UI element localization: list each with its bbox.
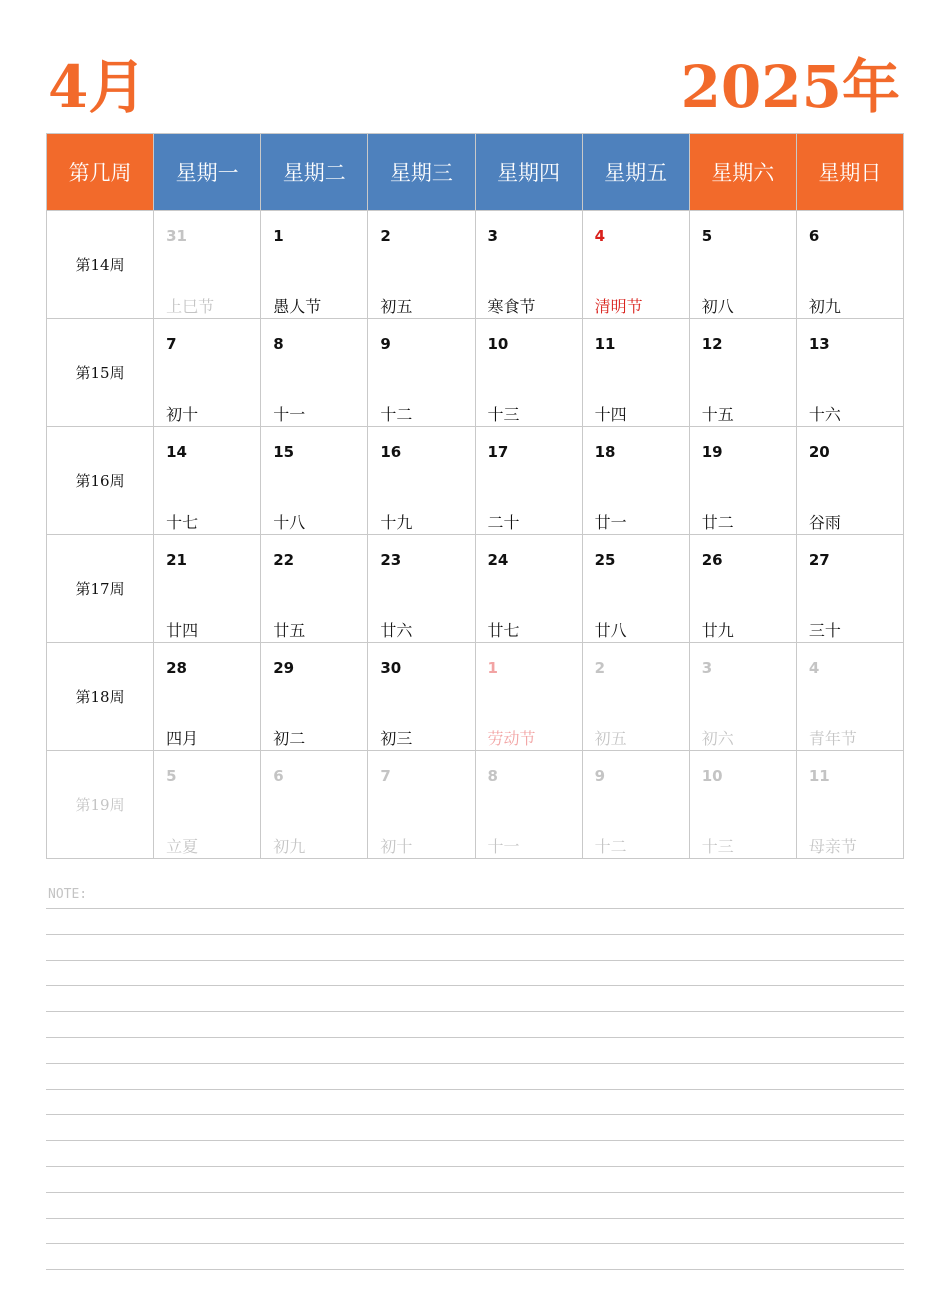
note-line (46, 1063, 904, 1064)
lunar-date: 初十 (166, 405, 199, 424)
day-cell[interactable] (582, 535, 689, 643)
header-week-number: 第几周 (47, 134, 154, 211)
lunar-date: 初八 (701, 297, 734, 316)
day-number: 19 (701, 443, 723, 461)
day-cell[interactable] (154, 751, 261, 859)
day-number: 15 (273, 443, 295, 461)
lunar-date: 十二 (380, 405, 413, 424)
note-line (46, 1089, 904, 1090)
day-number: 8 (487, 767, 498, 785)
header-weekday: 星期六 (689, 134, 796, 211)
day-cell[interactable] (689, 643, 796, 751)
year-title: 2025年 (680, 53, 900, 121)
lunar-date: 廿二 (701, 513, 734, 532)
day-cell[interactable] (261, 427, 368, 535)
day-cell[interactable] (261, 751, 368, 859)
lunar-date: 初五 (380, 297, 413, 316)
lunar-date: 十四 (594, 405, 627, 424)
lunar-date: 愚人节 (273, 297, 322, 316)
lunar-date: 廿五 (273, 621, 306, 640)
day-number: 25 (594, 551, 616, 569)
lunar-date: 十六 (808, 405, 841, 424)
day-cell[interactable] (368, 535, 475, 643)
lunar-date: 廿一 (594, 513, 627, 532)
lunar-date: 十九 (380, 513, 413, 532)
lunar-date: 上巳节 (166, 297, 215, 316)
day-cell[interactable] (796, 427, 903, 535)
week-number: 第15周 (47, 319, 154, 427)
day-number: 6 (808, 227, 820, 245)
day-number: 11 (808, 767, 830, 785)
day-cell[interactable] (689, 319, 796, 427)
day-cell[interactable] (154, 427, 261, 535)
day-number: 10 (701, 767, 723, 785)
day-cell[interactable] (475, 319, 582, 427)
month-title: 4月 (48, 53, 147, 121)
day-number: 27 (808, 551, 830, 569)
day-cell[interactable] (261, 643, 368, 751)
note-line (46, 1140, 904, 1141)
day-cell[interactable] (368, 211, 475, 319)
note-line (46, 1269, 904, 1270)
day-number: 13 (808, 335, 830, 353)
day-cell[interactable] (582, 427, 689, 535)
lunar-date: 廿六 (380, 621, 413, 640)
day-number: 28 (166, 659, 187, 677)
note-line (46, 1218, 904, 1219)
day-number: 10 (487, 335, 509, 353)
day-cell[interactable] (475, 535, 582, 643)
day-cell[interactable] (689, 751, 796, 859)
day-cell[interactable] (368, 643, 475, 751)
day-cell[interactable] (154, 643, 261, 751)
day-number: 4 (594, 227, 606, 245)
day-cell[interactable] (368, 427, 475, 535)
day-number: 23 (380, 551, 402, 569)
calendar-body (47, 211, 904, 859)
lunar-date: 十五 (701, 405, 734, 424)
day-number: 6 (273, 767, 284, 785)
header-weekday: 星期二 (261, 134, 368, 211)
header-weekday: 星期五 (582, 134, 689, 211)
note-line (46, 985, 904, 986)
day-number: 29 (273, 659, 295, 677)
week-row (47, 319, 904, 427)
week-row (47, 535, 904, 643)
lunar-date: 立夏 (166, 837, 199, 856)
week-number: 第19周 (47, 751, 154, 859)
day-cell[interactable] (261, 535, 368, 643)
day-number: 16 (380, 443, 402, 461)
day-number: 24 (487, 551, 509, 569)
lunar-date: 廿七 (487, 621, 520, 640)
lunar-date: 初九 (273, 837, 306, 856)
day-cell[interactable] (368, 751, 475, 859)
lunar-date: 十八 (273, 513, 306, 532)
day-number: 3 (487, 227, 498, 245)
note-line (46, 908, 904, 909)
day-cell[interactable] (475, 643, 582, 751)
day-cell[interactable] (689, 535, 796, 643)
day-cell[interactable] (261, 319, 368, 427)
day-number: 9 (380, 335, 391, 353)
day-cell[interactable] (796, 535, 903, 643)
week-row (47, 643, 904, 751)
day-number: 4 (808, 659, 820, 677)
note-line (46, 1243, 904, 1244)
week-row (47, 751, 904, 859)
day-cell[interactable] (796, 751, 903, 859)
day-number: 11 (594, 335, 616, 353)
note-line (46, 1011, 904, 1012)
day-cell[interactable] (689, 427, 796, 535)
header-weekday: 星期一 (154, 134, 261, 211)
lunar-date: 十三 (487, 405, 520, 424)
day-number: 9 (594, 767, 606, 785)
header-weekday: 星期日 (796, 134, 903, 211)
day-cell[interactable] (368, 319, 475, 427)
day-number: 30 (380, 659, 402, 677)
note-line (46, 934, 904, 935)
day-number: 26 (701, 551, 723, 569)
day-cell[interactable] (582, 319, 689, 427)
header-weekday: 星期四 (475, 134, 582, 211)
calendar-grid (46, 133, 904, 859)
lunar-date: 母亲节 (808, 837, 857, 856)
day-cell[interactable] (582, 643, 689, 751)
lunar-date: 十三 (701, 837, 734, 856)
lunar-date: 三十 (808, 621, 841, 640)
lunar-date: 十一 (487, 837, 520, 856)
lunar-date: 十七 (166, 513, 199, 532)
week-number: 第17周 (47, 535, 154, 643)
day-cell[interactable] (796, 643, 903, 751)
day-number: 22 (273, 551, 295, 569)
lunar-date: 十二 (594, 837, 627, 856)
day-number: 3 (701, 659, 713, 677)
day-number: 1 (487, 659, 498, 677)
day-number: 17 (487, 443, 509, 461)
day-cell[interactable] (154, 535, 261, 643)
lunar-date: 初五 (594, 729, 627, 748)
day-cell[interactable] (154, 211, 261, 319)
note-line (46, 1037, 904, 1038)
lunar-date: 青年节 (808, 729, 857, 748)
note-line (46, 1192, 904, 1193)
week-number: 第16周 (47, 427, 154, 535)
lunar-date: 初三 (380, 729, 413, 748)
week-number: 第14周 (47, 211, 154, 319)
day-number: 5 (701, 227, 713, 245)
day-number: 2 (380, 227, 391, 245)
day-cell[interactable] (796, 319, 903, 427)
note-line (46, 960, 904, 961)
day-number: 14 (166, 443, 187, 461)
note-line (46, 1166, 904, 1167)
lunar-date: 廿八 (594, 621, 627, 640)
lunar-date: 初六 (701, 729, 734, 748)
day-number: 18 (594, 443, 616, 461)
day-cell[interactable] (796, 211, 903, 319)
lunar-date: 十一 (273, 405, 306, 424)
lunar-date: 寒食节 (487, 297, 536, 316)
day-cell[interactable] (475, 751, 582, 859)
day-number: 31 (166, 227, 187, 245)
day-number: 21 (166, 551, 187, 569)
day-number: 2 (594, 659, 606, 677)
day-number: 20 (808, 443, 830, 461)
day-cell[interactable] (261, 211, 368, 319)
note-label: NOTE: (48, 887, 88, 902)
week-row (47, 427, 904, 535)
day-number: 7 (380, 767, 391, 785)
day-number: 12 (701, 335, 723, 353)
lunar-date: 初九 (808, 297, 841, 316)
day-cell[interactable] (475, 211, 582, 319)
lunar-date: 二十 (487, 513, 520, 532)
day-number: 5 (166, 767, 177, 785)
day-number: 7 (166, 335, 177, 353)
lunar-date: 谷雨 (808, 513, 841, 532)
lunar-date: 劳动节 (487, 729, 536, 748)
lunar-date: 廿四 (166, 621, 199, 640)
day-cell[interactable] (475, 427, 582, 535)
lunar-date: 初十 (380, 837, 413, 856)
day-cell[interactable] (582, 211, 689, 319)
day-cell[interactable] (154, 319, 261, 427)
header-weekday: 星期三 (368, 134, 475, 211)
week-number: 第18周 (47, 643, 154, 751)
note-line (46, 1114, 904, 1115)
lunar-date: 廿九 (701, 621, 734, 640)
day-cell[interactable] (582, 751, 689, 859)
week-row (47, 211, 904, 319)
day-number: 1 (273, 227, 284, 245)
day-number: 8 (273, 335, 284, 353)
lunar-date: 初二 (273, 729, 306, 748)
lunar-date: 清明节 (594, 297, 643, 316)
calendar-header-row (47, 134, 904, 211)
lunar-date: 四月 (166, 729, 199, 748)
day-cell[interactable] (689, 211, 796, 319)
